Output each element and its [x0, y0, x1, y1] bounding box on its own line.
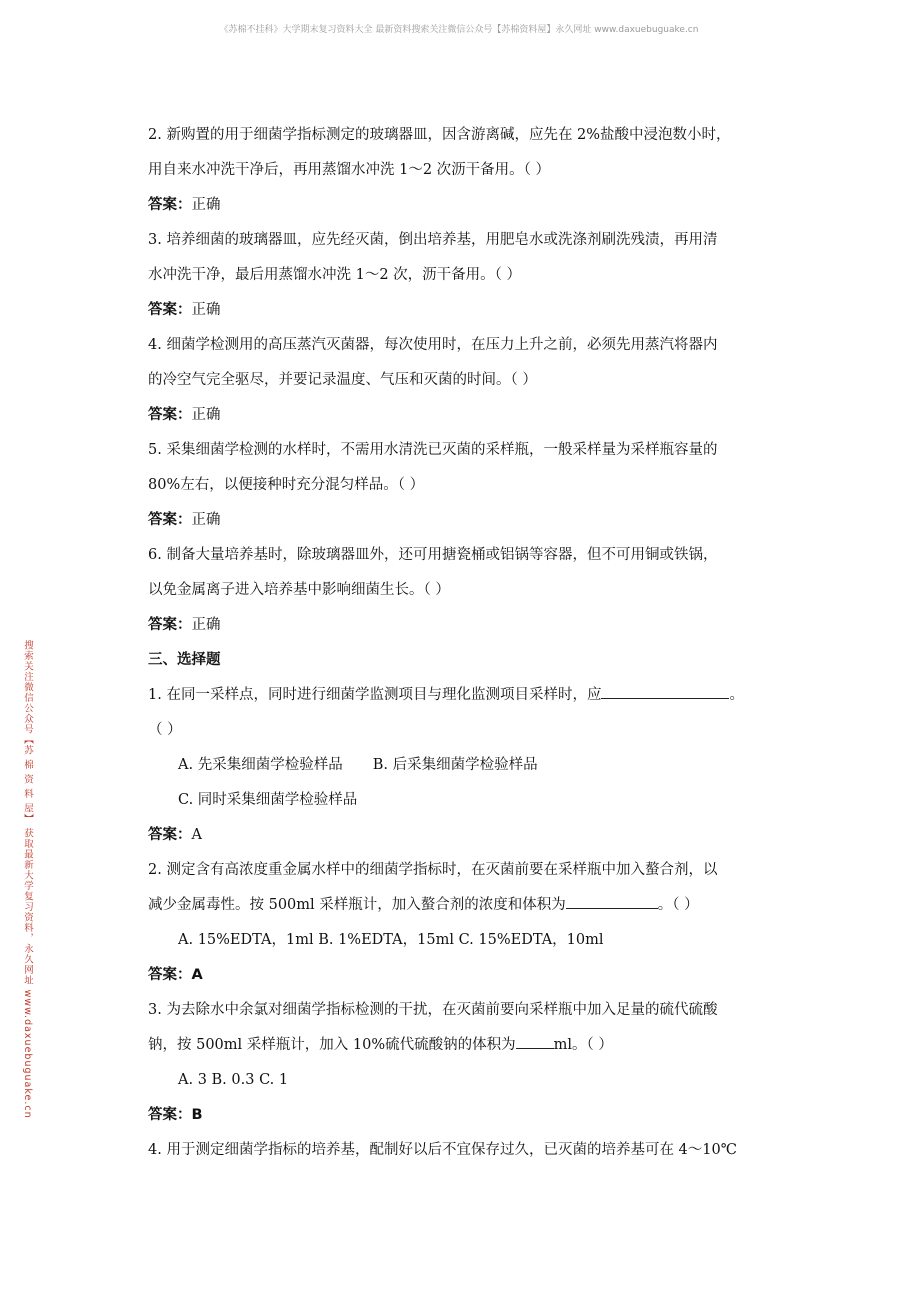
question-4-line-1: 4. 细菌学检测用的高压蒸汽灭菌器，每次使用时，在压力上升之前，必须先用蒸汽将器内: [148, 337, 718, 353]
option-a: A. 先采集细菌学检验样品: [178, 757, 343, 773]
choice-2-line-2: [148, 888, 778, 923]
question-3-line-1: 3. 培养细菌的玻璃器皿，应先经灭菌，倒出培养基，用肥皂水或洗涤剂刷洗残渍，再用清: [148, 232, 718, 248]
answer-value: 正确: [191, 197, 221, 213]
side-watermark: 搜索关注微信公众号【苏 棉 资 料 屋】 获取最新大学复习资料，永久网址 www.daxuebuguake.cn: [22, 640, 33, 1119]
answer-c2: [148, 958, 778, 993]
answer-value: A: [191, 967, 203, 983]
answer-c3: [148, 1098, 778, 1133]
answer-q3: [148, 293, 778, 328]
answer-q4: [148, 398, 778, 433]
choice-1-options-ab: [148, 748, 778, 783]
choice-3-line-2: [148, 1028, 778, 1063]
answer-label: 答案：: [148, 827, 192, 843]
fill-blank: [601, 684, 729, 699]
fill-blank: [516, 1034, 554, 1049]
choice-4-line-1: 4. 用于测定细菌学指标的培养基，配制好以后不宜保存过久，已灭菌的培养基可在 4～10℃: [148, 1142, 737, 1158]
answer-value: 正确: [191, 617, 221, 633]
answer-label: 答案：: [148, 512, 192, 528]
answer-q2: [148, 188, 778, 223]
answer-value: B: [191, 1107, 203, 1123]
answer-label: 答案：: [148, 967, 192, 983]
answer-value: A: [191, 827, 202, 843]
question-2-line-2: 用自来水冲洗干净后，再用蒸馏水冲洗 1～2 次沥干备用。（ ）: [148, 162, 551, 178]
choice-2-text: 减少金属毒性。按 500ml 采样瓶计，加入螯合剂的浓度和体积为: [148, 897, 566, 913]
choice-2-line-1: 2. 测定含有高浓度重金属水样中的细菌学指标时，在灭菌前要在采样瓶中加入螯合剂，以: [148, 862, 718, 878]
answer-label: 答案：: [148, 302, 192, 318]
question-2-line-1: 2. 新购置的用于细菌学指标测定的玻璃器皿，因含游离碱，应先在 2%盐酸中浸泡数小时，: [148, 127, 731, 143]
answer-q6: [148, 608, 778, 643]
choice-3-text: 钠，按 500ml 采样瓶计，加入 10%硫代硫酸钠的体积为: [148, 1037, 516, 1053]
page-header-watermark: 《苏棉不挂科》大学期末复习资料大全 最新资料搜索关注微信公众号【苏棉资料屋】永久网址 www.daxuebuguake.cn: [219, 25, 699, 35]
choice-2-end: 。（ ）: [657, 897, 699, 913]
question-6-line-1: 6. 制备大量培养基时，除玻璃器皿外，还可用搪瓷桶或铝锅等容器，但不可用铜或铁锅，: [148, 547, 718, 563]
document-body: [148, 118, 778, 1168]
section-heading: 三、选择题: [148, 652, 221, 668]
answer-q5: [148, 503, 778, 538]
answer-value: 正确: [191, 512, 221, 528]
fill-blank: [566, 894, 658, 909]
question-4-line-2: 的冷空气完全驱尽，并要记录温度、气压和灭菌的时间。（ ）: [148, 372, 537, 388]
question-5-line-2: 80%左右，以便接种时充分混匀样品。（ ）: [148, 477, 425, 493]
answer-c1: [148, 818, 778, 853]
option-c: C. 同时采集细菌学检验样品: [178, 792, 358, 808]
choice-3-line-1: 3. 为去除水中余氯对细菌学指标检测的干扰，在灭菌前要向采样瓶中加入足量的硫代硫酸: [148, 1002, 718, 1018]
question-5-line-1: 5. 采集细菌学检测的水样时，不需用水清洗已灭菌的采样瓶，一般采样量为采样瓶容量的: [148, 442, 718, 458]
question-6-line-2: 以免金属离子进入培养基中影响细菌生长。（ ）: [148, 582, 450, 598]
answer-label: 答案：: [148, 407, 192, 423]
choice-1-text: 1. 在同一采样点，同时进行细菌学监测项目与理化监测项目采样时，应: [148, 687, 602, 703]
answer-label: 答案：: [148, 1107, 192, 1123]
choice-1-line-2: （ ）: [148, 722, 182, 738]
choice-1-end: 。: [729, 687, 744, 703]
answer-value: 正确: [191, 407, 221, 423]
answer-value: 正确: [191, 302, 221, 318]
answer-label: 答案：: [148, 197, 192, 213]
choice-2-options: A. 15%EDTA，1ml B. 1%EDTA，15ml C. 15%EDTA，10ml: [178, 932, 604, 948]
answer-label: 答案：: [148, 617, 192, 633]
choice-1-line-1: [148, 678, 778, 713]
choice-3-options: A. 3 B. 0.3 C. 1: [178, 1072, 289, 1088]
option-b: B. 后采集细菌学检验样品: [372, 757, 538, 773]
choice-3-end: ml。（ ）: [553, 1037, 613, 1053]
question-3-line-2: 水冲洗干净，最后用蒸馏水冲洗 1～2 次，沥干备用。（ ）: [148, 267, 522, 283]
